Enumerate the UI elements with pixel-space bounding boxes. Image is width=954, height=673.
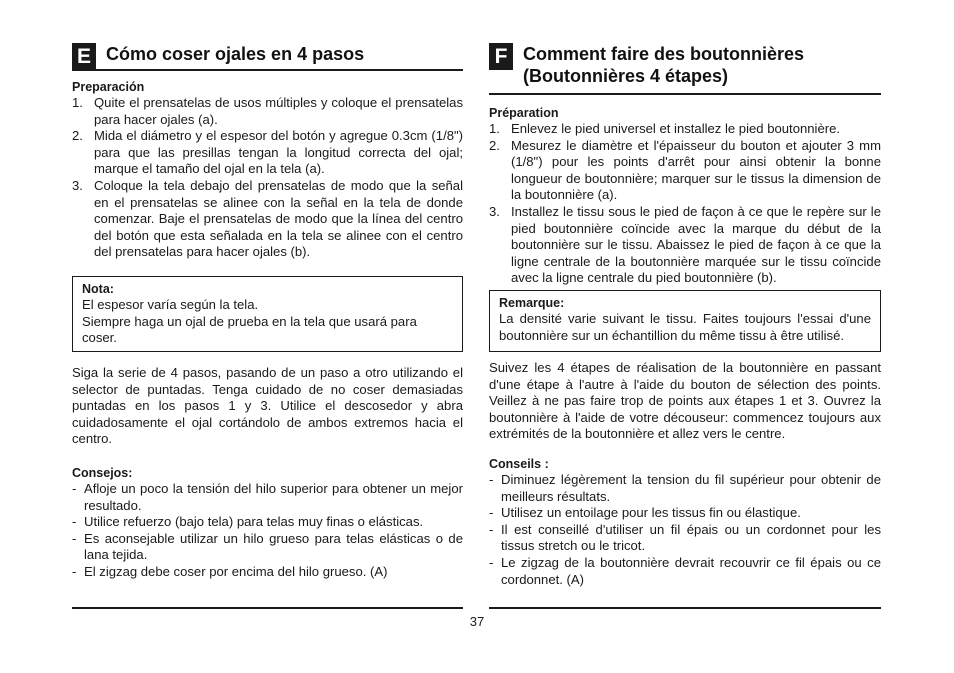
dash-bullet: - <box>489 554 494 570</box>
section-badge-f: F <box>489 43 513 70</box>
tip-text: Il est conseillé d'utiliser un fil épais ou un cordonnet pour les tissus stretch ou le tricot. <box>501 521 881 554</box>
tip-text: Utilice refuerzo (bajo tela) para telas muy finas o elásticas. <box>84 514 424 530</box>
section-badge-e: E <box>72 43 96 70</box>
list-item <box>489 472 881 505</box>
spanish-tips <box>72 465 463 581</box>
spanish-tips-list <box>72 481 463 581</box>
spanish-preparation <box>72 79 463 261</box>
list-item <box>72 564 463 581</box>
step-number: 2. <box>72 128 83 144</box>
list-item <box>72 481 463 514</box>
spanish-note-line-1: El espesor varía según la tela. <box>82 297 259 312</box>
step-number: 2. <box>489 137 500 153</box>
spanish-note-line-2: Siempre haga un ojal de prueba en la tela que usará para coser. <box>82 313 417 346</box>
spanish-title-rule <box>72 69 463 71</box>
step-text: Mesurez le diamètre et l'épaisseur du bouton et ajouter 3 mm (1/8") pour les points d'arrêt pour ainsi obtenir la bonne longueur de boutonnière; marquer sur le tissus la dimension de la boutonnière (a). <box>511 137 881 203</box>
spanish-note-heading: Nota: <box>82 282 114 296</box>
french-title-line-2: (Boutonnières 4 étapes) <box>523 66 729 86</box>
step-text: Mida el diámetro y el espesor del botón y agregue 0.3cm (1/8") para que las presillas tengan la longitud correcta del ojal; marque el tamaño del ojal en la tela (a). <box>94 128 463 177</box>
list-item <box>489 121 881 138</box>
french-section-title <box>523 43 881 87</box>
step-text: Enlevez le pied universel et installez le pied boutonnière. <box>511 121 841 136</box>
french-title-line-1: Comment faire des boutonnières <box>523 44 805 64</box>
dash-bullet: - <box>72 563 77 579</box>
tip-text: Utilisez un entoilage pour les tissus fin ou élastique. <box>501 505 801 521</box>
list-item <box>489 555 881 588</box>
spanish-body-paragraph: Siga la serie de 4 pasos, pasando de un paso a otro utilizando el selector de puntadas. Tenga cuidado de no coser demasiadas puntadas en los pasos 1 y 3. Utilice el descosedor y abra cuidadosamente el ojal cortándolo de ambos extremos hacia el centro. <box>72 365 463 447</box>
dash-bullet: - <box>489 472 494 487</box>
french-tips-heading: Conseils : <box>489 457 549 471</box>
tip-text: Afloje un poco la tensión del hilo superior para obtener un mejor resultado. <box>84 481 463 513</box>
spanish-tips-heading: Consejos: <box>72 466 133 480</box>
french-prep-heading: Préparation <box>489 106 559 120</box>
tip-text: Es aconsejable utilizar un hilo grueso para telas elásticas o de lana tejida. <box>84 530 463 563</box>
french-note-box <box>489 290 881 352</box>
french-note-text: La densité varie suivant le tissu. Faites toujours l'essai d'une boutonnière sur un échantillion du même tissu à être utilisé. <box>499 311 871 343</box>
step-text: Quite el prensatelas de usos múltiples y coloque el prensatelas para hacer ojales (a). <box>94 95 463 127</box>
step-number: 3. <box>489 203 500 219</box>
french-steps-list <box>489 121 881 287</box>
list-item <box>72 178 463 261</box>
french-title-rule <box>489 93 881 95</box>
french-body-paragraph: Suivez les 4 étapes de réalisation de la boutonnière en passant d'une étape à l'autre à l'aide du bouton de sélection des points. Veillez à ne pas faire trop de points aux étapes 1 et 3. Ouvrez la boutonnière à l'aide de votre découseur: commencez toujours aux extrémités de la boutonnière et allez vers le centre. <box>489 360 881 442</box>
footer-rule-left <box>72 607 463 609</box>
footer-rule-right <box>489 607 881 609</box>
list-item <box>72 531 463 564</box>
list-item <box>72 514 463 531</box>
tip-text: Diminuez légèrement la tension du fil supérieur pour obtenir de meilleurs résultats. <box>501 472 881 504</box>
step-number: 3. <box>72 177 83 193</box>
dash-bullet: - <box>72 530 77 546</box>
step-number: 1. <box>489 121 500 136</box>
french-tips <box>489 456 881 588</box>
dash-bullet: - <box>72 514 77 530</box>
list-item <box>72 95 463 128</box>
french-note-heading: Remarque: <box>499 296 565 310</box>
step-number: 1. <box>72 95 83 110</box>
spanish-steps-list <box>72 95 463 261</box>
dash-bullet: - <box>489 521 494 537</box>
step-text: Coloque la tela debajo del prensatelas de modo que la señal en el prensatelas se alinee con la señal en la tela de donde comenzar. Baje el prensatelas de modo que la línea del centro del botón que esta señalada en la tela se alinee con el centro del prensatelas para hacer ojales (b). <box>94 177 463 260</box>
list-item <box>72 128 463 178</box>
list-item <box>489 204 881 287</box>
list-item <box>489 505 881 522</box>
french-preparation <box>489 105 881 287</box>
list-item <box>489 138 881 204</box>
dash-bullet: - <box>489 505 494 521</box>
list-item <box>489 522 881 555</box>
spanish-note-box <box>72 276 463 352</box>
dash-bullet: - <box>72 481 77 496</box>
spanish-section-title: Cómo coser ojales en 4 pasos <box>106 44 365 64</box>
spanish-prep-heading: Preparación <box>72 80 145 94</box>
step-text: Installez le tissu sous le pied de façon à ce que le repère sur le pied boutonnière coïncide avec la marque du début de la boutonnière sur le tissu. Abaissez le pied de façon à ce que la ligne centrale de la boutonnière marquée sur le tissu coïncide avec la ligne centrale du pied boutonnière (b). <box>511 203 881 286</box>
french-tips-list <box>489 472 881 588</box>
tip-text: El zigzag debe coser por encima del hilo grueso. (A) <box>84 563 388 579</box>
tip-text: Le zigzag de la boutonnière devrait recouvrir ce fil épais ou ce cordonnet. (A) <box>501 554 881 587</box>
page-number: 37 <box>469 614 485 629</box>
